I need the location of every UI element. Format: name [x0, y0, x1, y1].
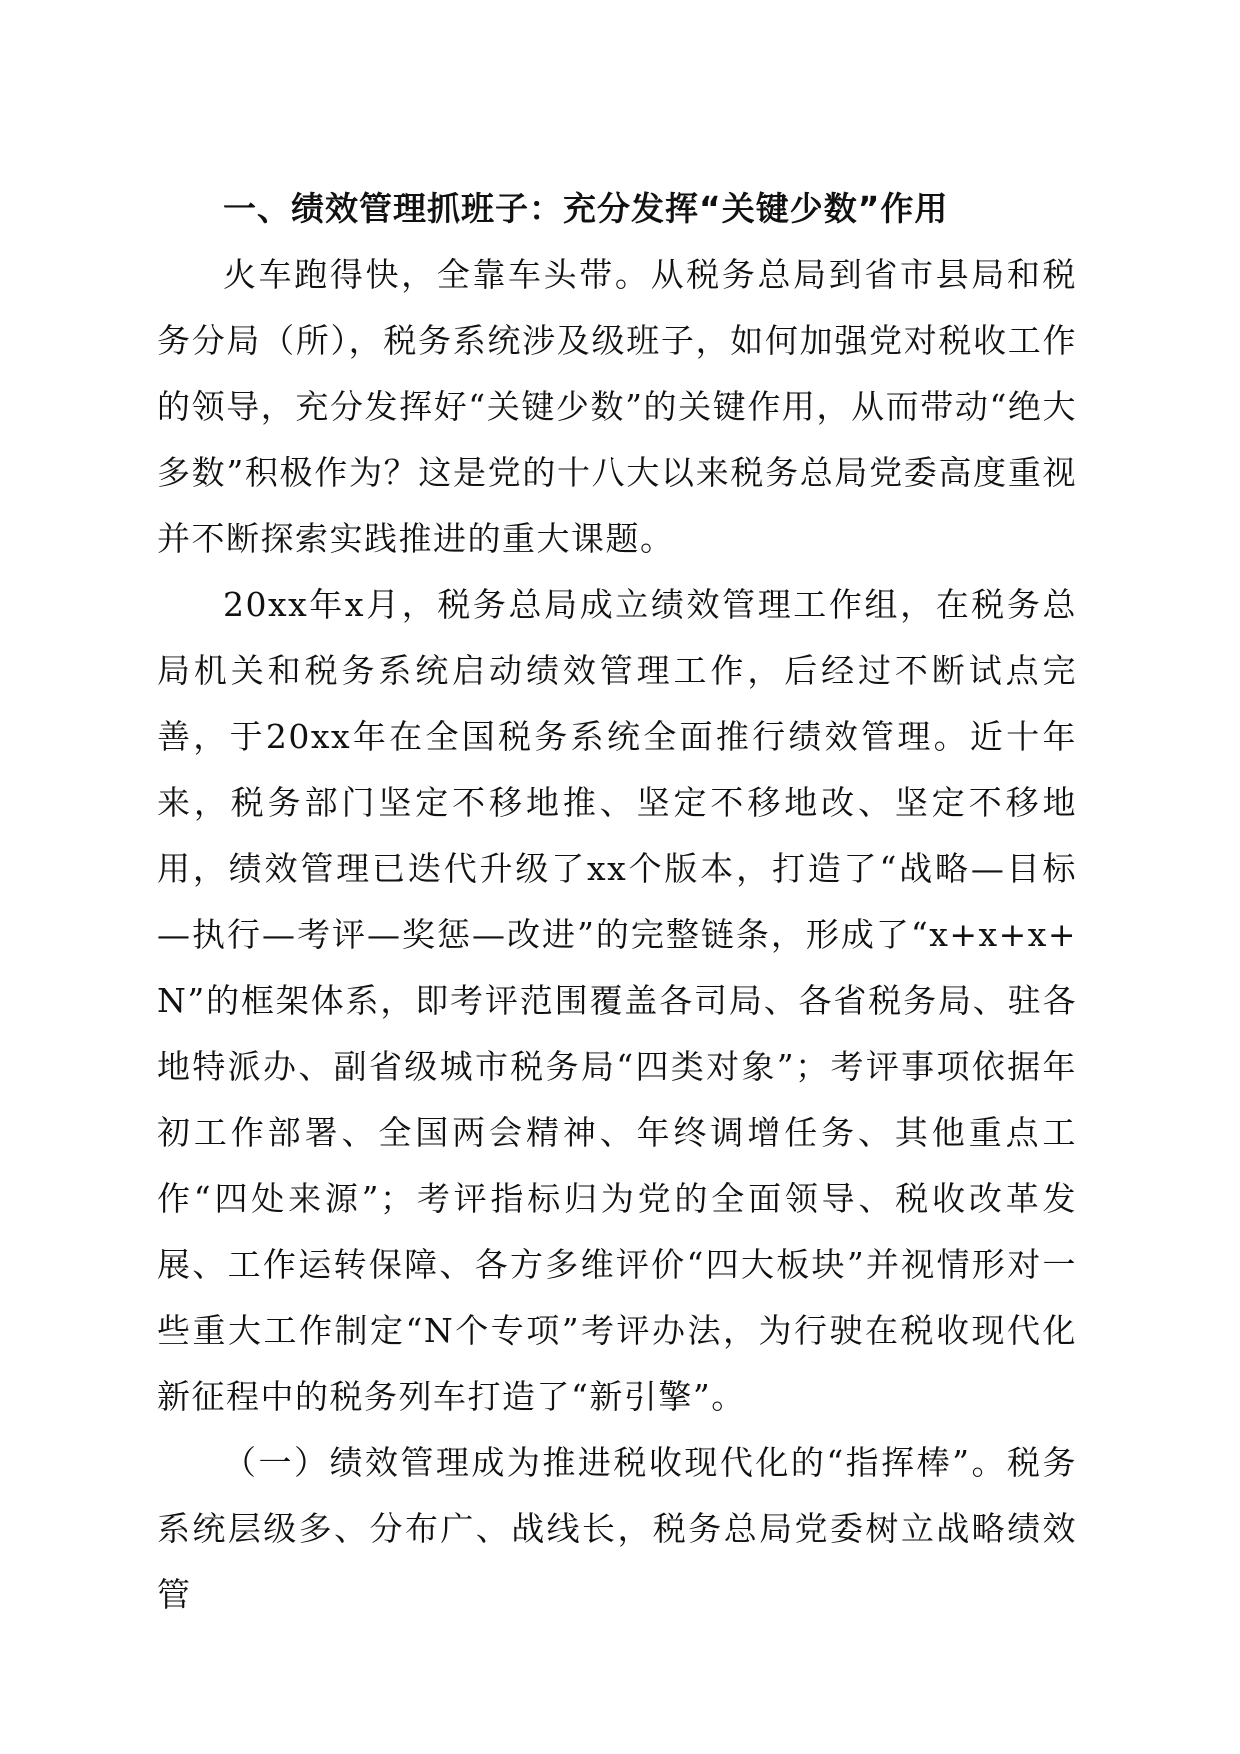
paragraph-subsection-1: （一）绩效管理成为推进税收现代化的“指挥棒”。税务系统层级多、分布广、战线长，税务总局党委树立战略绩效管 [157, 1443, 1077, 1614]
paragraph-history: 20xx年x月，税务总局成立绩效管理工作组，在税务总局机关和税务系统启动绩效管理工作，后经过不断试点完善，于20xx年在全国税务系统全面推行绩效管理。近十年来，税务部门坚定不移地推、坚定不移地改、坚定不移地用，绩效管理已迭代升级了xx个版本，打造了“战略—目标—执行—考评—奖惩—改进”的完整链条，形成了“x+x+x+N”的框架体系，即考评范围覆盖各司局、各省税务局、驻各地特派办、副省级城市税务局“四类对象”；考评事项依据年初工作部署、全国两会精神、年终调增任务、其他重点工作“四处来源”；考评指标归为党的全面领导、税收改革发展、工作运转保障、各方多维评价“四大板块”并视情形对一些重大工作制定“N个专项”考评办法，为行驶在税收现代化新征程中的税务列车打造了“新引擎”。 [157, 585, 1077, 1416]
document-body [157, 176, 1077, 1628]
paragraph-intro: 火车跑得快，全靠车头带。从税务总局到省市县局和税务分局（所），税务系统涉及级班子，如何加强党对税收工作的领导，充分发挥好“关键少数”的关键作用，从而带动“绝大多数”积极作为？这是党的十八大以来税务总局党委高度重视并不断探索实践推进的重大课题。 [157, 255, 1077, 558]
section-heading: 一、绩效管理抓班子：充分发挥“关键少数”作用 [223, 189, 949, 228]
